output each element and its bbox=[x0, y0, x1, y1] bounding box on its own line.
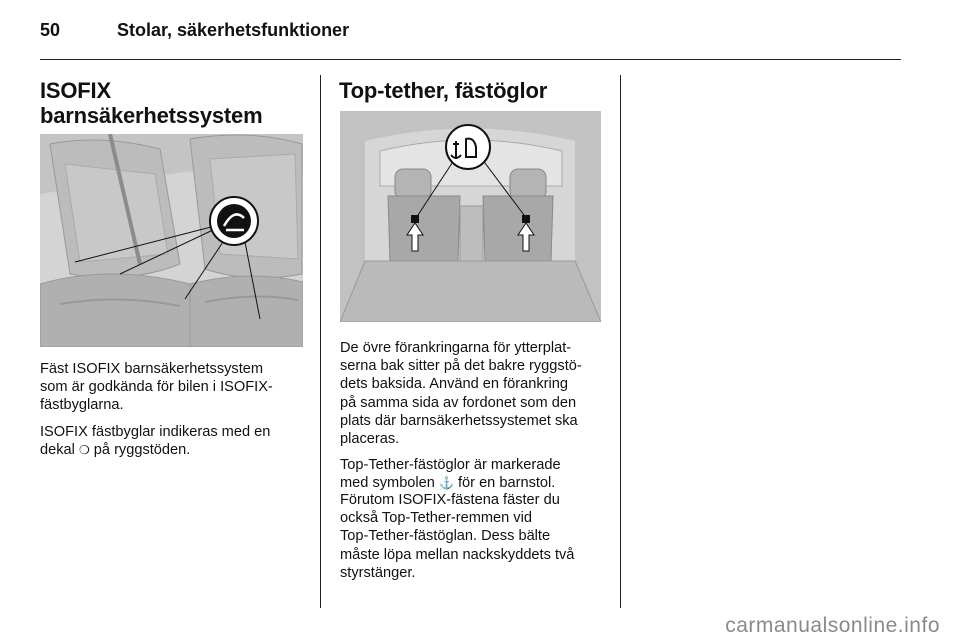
isofix-p2-line2-pre: dekal bbox=[40, 442, 75, 459]
isofix-p2-line2-post: på ryggstöden. bbox=[93, 442, 191, 459]
isofix-illustration bbox=[40, 134, 303, 347]
section-title: Stolar, säkerhetsfunktioner bbox=[117, 20, 350, 40]
isofix-paragraph-1 bbox=[40, 360, 273, 415]
toptether-p1-line2: serna bak sitter på det bakre ryggstö- bbox=[340, 358, 582, 375]
isofix-heading bbox=[40, 78, 262, 128]
isofix-seat-drawing bbox=[40, 134, 303, 347]
toptether-p2-line2-post: för en barnstol. bbox=[457, 475, 556, 492]
toptether-p2-line1: Top-Tether-fästöglor är markerade bbox=[340, 457, 561, 473]
toptether-paragraph-3 bbox=[340, 491, 574, 582]
toptether-cargo-drawing bbox=[340, 111, 601, 322]
isofix-heading-line2: barnsäkerhetssystem bbox=[40, 103, 263, 128]
toptether-p1-line1: De övre förankringarna för ytterplat- bbox=[340, 340, 572, 356]
isofix-seat-icon: ❍ bbox=[78, 443, 90, 458]
toptether-paragraph-2 bbox=[340, 456, 561, 492]
isofix-heading-line1: ISOFIX bbox=[40, 78, 111, 103]
toptether-p3-line3: Top-Tether-fästöglan. Dess bälte bbox=[340, 528, 551, 545]
toptether-p3-line2: också Top-Tether-remmen vid bbox=[340, 510, 532, 527]
toptether-anchor-icon: ⚓ bbox=[438, 476, 454, 491]
column-divider-left bbox=[320, 75, 321, 608]
toptether-p1-line3: dets baksida. Använd en förankring bbox=[340, 376, 568, 393]
isofix-p1-line2: som är godkända för bilen i ISOFIX- bbox=[40, 379, 273, 396]
isofix-paragraph-2 bbox=[40, 423, 270, 459]
page-number: 50 bbox=[40, 20, 61, 40]
watermark: carmanualsonline.info bbox=[725, 614, 940, 637]
column-divider-right bbox=[620, 75, 621, 608]
toptether-p3-line1: Förutom ISOFIX-fästena fäster du bbox=[340, 492, 560, 508]
toptether-p1-line6: placeras. bbox=[340, 431, 400, 448]
toptether-paragraph-1 bbox=[340, 339, 582, 448]
toptether-heading: Top-tether, fästöglor bbox=[339, 78, 548, 103]
header-rule bbox=[40, 59, 901, 60]
isofix-p2-line1: ISOFIX fästbyglar indikeras med en bbox=[40, 424, 271, 440]
toptether-p1-line5: plats där barnsäkerhetssystemet ska bbox=[340, 412, 578, 429]
toptether-illustration bbox=[340, 111, 601, 322]
toptether-p1-line4: på samma sida av fordonet som den bbox=[340, 394, 577, 411]
toptether-p3-line4: måste löpa mellan nackskyddets två bbox=[340, 546, 575, 563]
isofix-p1-line1: Fäst ISOFIX barnsäkerhetssystem bbox=[40, 361, 264, 377]
toptether-p3-line5: styrstänger. bbox=[340, 564, 416, 581]
isofix-p1-line3: fästbyglarna. bbox=[40, 397, 124, 414]
toptether-p2-line2-pre: med symbolen bbox=[340, 475, 435, 492]
